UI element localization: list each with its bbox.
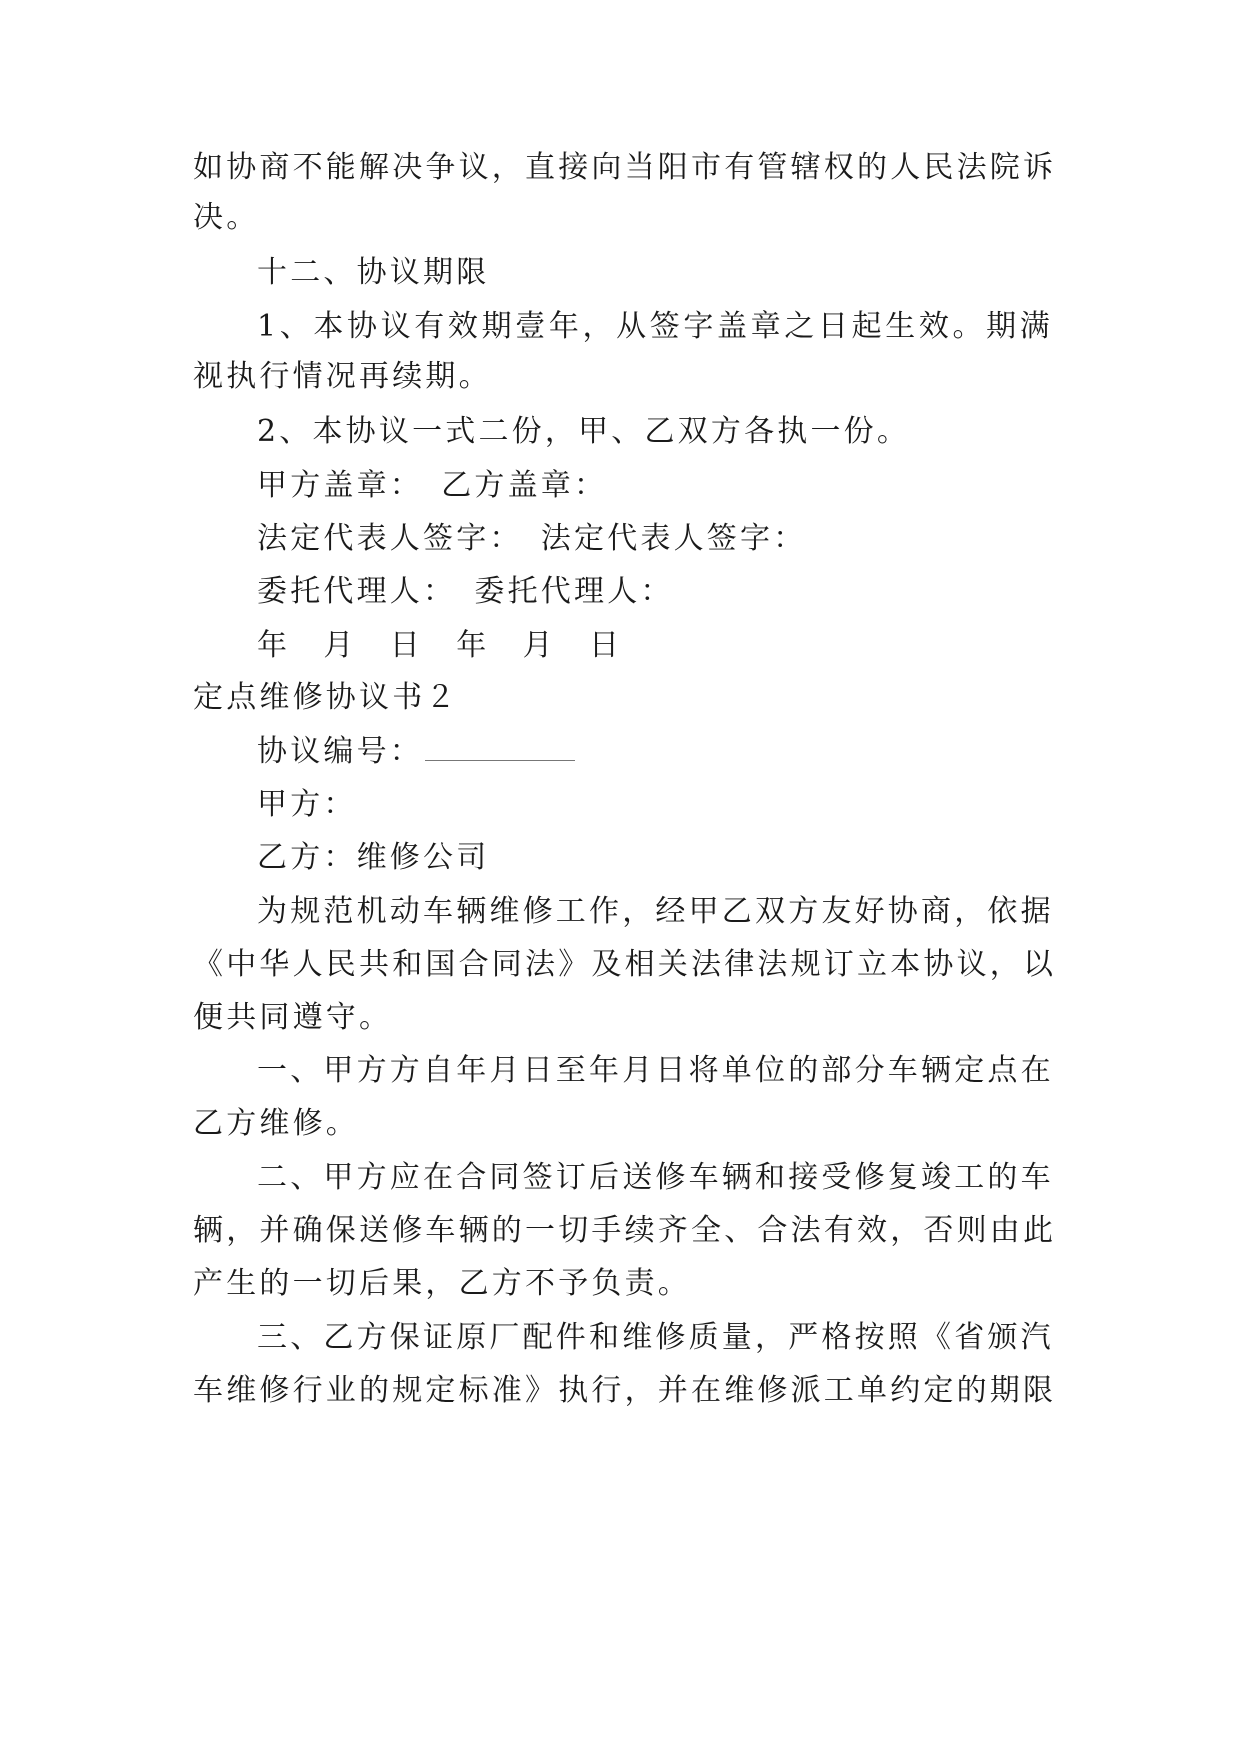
paragraph-line: 便共同遵守。: [193, 1000, 393, 1035]
paragraph-line: 视执行情况再续期。: [193, 359, 492, 394]
party-b-line: 乙方：维修公司: [257, 840, 490, 875]
agreement-number-blank: [425, 734, 575, 761]
section-heading: 十二、协议期限: [257, 255, 490, 290]
signature-line: 法定代表人签字： 法定代表人签字：: [257, 521, 807, 556]
paragraph-line: 决。: [193, 200, 260, 235]
paragraph-line: 如协商不能解决争议，直接向当阳市有管辖权的人民法院诉: [193, 150, 1057, 185]
paragraph-line: 乙方维修。: [193, 1106, 359, 1141]
party-a-line: 甲方：: [257, 787, 357, 822]
paragraph-line: 辆，并确保送修车辆的一切手续齐全、合法有效，否则由此: [193, 1213, 1057, 1248]
agent-line: 委托代理人： 委托代理人：: [257, 574, 674, 609]
paragraph-line: 《中华人民共和国合同法》及相关法律法规订立本协议，以: [193, 947, 1057, 982]
agreement-number-label: 协议编号：: [257, 734, 423, 769]
paragraph-line: 为规范机动车辆维修工作，经甲乙双方友好协商，依据: [257, 894, 1054, 929]
paragraph-line: 1、本协议有效期壹年，从签字盖章之日起生效。期满: [257, 309, 1053, 344]
paragraph-line: 车维修行业的规定标准》执行，并在维修派工单约定的期限: [193, 1373, 1057, 1408]
paragraph-line: 2、本协议一式二份，甲、乙双方各执一份。: [257, 414, 911, 449]
document-title: 定点维修协议书２: [193, 680, 459, 715]
date-line: 年 月 日 年 月 日: [257, 628, 623, 663]
paragraph-line: 三、乙方保证原厂配件和维修质量，严格按照《省颁汽: [257, 1320, 1054, 1355]
seal-line: 甲方盖章： 乙方盖章：: [257, 468, 608, 503]
agreement-number-line: [257, 732, 1117, 772]
paragraph-line: 一、甲方方自年月日至年月日将单位的部分车辆定点在: [257, 1053, 1054, 1088]
paragraph-line: 二、甲方应在合同签订后送修车辆和接受修复竣工的车: [257, 1160, 1054, 1195]
paragraph-line: 产生的一切后果，乙方不予负责。: [193, 1266, 691, 1301]
